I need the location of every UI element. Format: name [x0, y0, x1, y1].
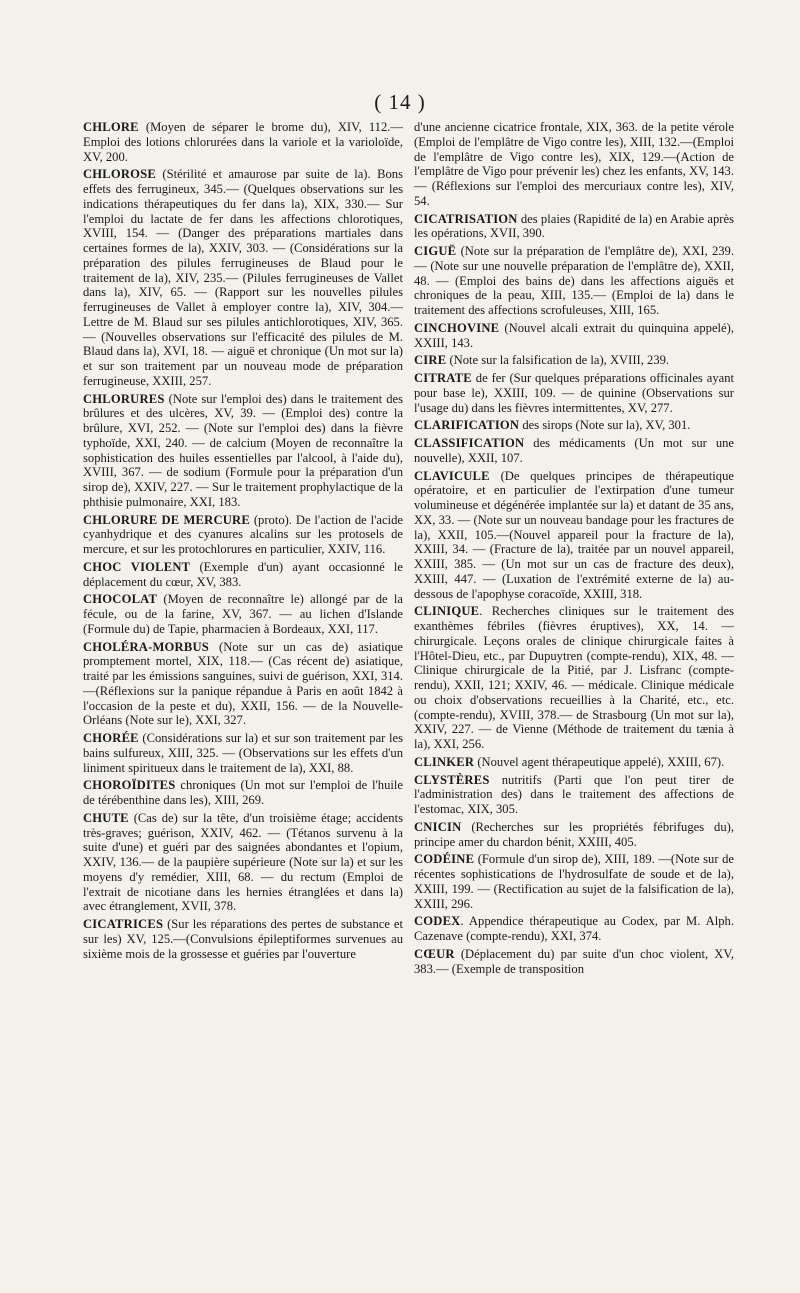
- entry-head: CHOC VIOLENT: [83, 559, 191, 574]
- entry-text: de fer (Sur quelques préparations officinales ayant pour base le), XXIII, 109. — de quinine (Observations sur l'usage du) dans les fièvres intermittentes, XV, 277.: [414, 371, 734, 415]
- entry-text: (Formule d'un sirop de), XIII, 189. —(Note sur de récentes sophistications de l'hydrosulfate de soude et de la), XXIII, 199. — (Rectification au sujet de la falsification de la), XXIII, 296.: [414, 852, 734, 911]
- entry-text: (Recherches sur les propriétés fébrifuges du), principe amer du chardon bénit, XXIII, 405.: [414, 819, 734, 849]
- index-entry: [414, 353, 734, 368]
- entry-text: (Considérations sur la) et sur son traitement par les bains sulfureux, XIII, 325. — (Observations sur les effets d'un liniment spiritueux dans le traitement de la), XXI, 88.: [83, 731, 403, 775]
- index-entry: [83, 811, 403, 914]
- entry-head: CHOROÏDITES: [83, 778, 176, 793]
- entry-text: (Stérilité et amaurose par suite de la). Bons effets des ferrugineux, 345.— (Quelques observations sur les indications thérapeutiques du fer dans la), XIX, 330.— Sur l'emploi du lactate de fer dans les affections chlorotiques, XVIII, 154. — (Danger des préparations martiales dans certaines formes de la), XXIV, 303. — (Considérations sur la préparation des pilules ferrugineuses de Blaud pour le traitement de la), XIV, 235.— (Pilules ferrugineuses de Vallet dans la), XIV, 65. — (Rapport sur les nouvelles pilules ferrugineuses de Vallet à employer contre la), XIV, 304.— Lettre de M. Blaud sur ses pilules antichlorotiques, XIV, 365. — (Nouvelles observations sur l'efficacité des pilules de M. Blaud dans la), XVI, 18. — aiguë et chronique (Un mot sur la) et sur son traitement par un nouveau mode de préparation ferrugineuse, XXIII, 257.: [83, 167, 403, 388]
- entry-head: CHLOROSE: [83, 167, 156, 182]
- entry-text: (proto). De l'action de l'acide cyanhydrique et des cyanures alcalins sur les protosels de mercure, et sur les protochlorures en particulier, XXIV, 116.: [83, 512, 403, 556]
- index-entry: [414, 436, 734, 466]
- index-entry: [414, 120, 734, 209]
- entry-head: CLINKER: [414, 754, 475, 769]
- index-entry: [83, 560, 403, 590]
- index-entry: [83, 120, 403, 164]
- entry-head: CHOLÉRA-MORBUS: [83, 639, 209, 654]
- entry-head: CLYSTÈRES: [414, 772, 490, 787]
- entry-text: (Nouvel alcali extrait du quinquina appelé), XXIII, 143.: [414, 320, 734, 350]
- entry-head: CLINIQUE: [414, 604, 480, 619]
- entry-head: CIRE: [414, 353, 447, 368]
- entry-text: (Note sur la préparation de l'emplâtre de), XXI, 239. — (Note sur une nouvelle préparation de l'emplâtre de), XXII, 48. — (Emploi des bains de) dans les affections aiguës et chroniques de la peau, XIII, 135.— (Emploi de la) dans le traitement des affections scrofuleuses, XIII, 165.: [414, 244, 734, 317]
- entry-head: CŒUR: [414, 946, 455, 961]
- index-entry: [414, 212, 734, 242]
- index-entry: [414, 604, 734, 752]
- entry-text: (Note sur la falsification de la), XVIII, 239.: [446, 353, 670, 368]
- entry-head: CHLORURES: [83, 391, 165, 406]
- index-entry: [414, 914, 734, 944]
- index-entry: [83, 640, 403, 729]
- right-column: [414, 120, 734, 979]
- entry-head: CICATRICES: [83, 917, 164, 931]
- entry-text: d'une ancienne cicatrice frontale, XIX, 363. de la petite vérole (Emploi de l'emplâtre de Vigo contre les), XIII, 132.—(Emploi de l'emplâtre de Vigo contre les), XIX, 129.—(Action de l'emplâtre de Vigo pour prévenir les) chez les enfants, XV, 143. — (Réflexions sur l'emploi des mercuriaux contre les), XIV, 54.: [414, 120, 734, 208]
- entry-head: CODEX: [414, 914, 461, 929]
- index-entry: [414, 321, 734, 351]
- entry-text: (Déplacement du) par suite d'un choc violent, XV, 383.— (Exemple de transposition: [414, 946, 734, 976]
- index-entry: [414, 852, 734, 911]
- index-entry: [83, 592, 403, 636]
- entry-head: CLARIFICATION: [414, 418, 520, 433]
- entry-text: des médicaments (Un mot sur une nouvelle), XXII, 107.: [414, 436, 734, 465]
- entry-head: CODÉINE: [414, 852, 475, 867]
- entry-text: nutritifs (Parti que l'on peut tirer de l'administration des) dans le traitement des affections de l'estomac, XIX, 305.: [414, 772, 734, 816]
- entry-text: (Moyen de reconnaître le) allongé par de la fécule, ou de la farine, XV, 367. — au lichen d'Islande (Formule du) de Tapie, pharmacien à Bordeaux, XXI, 117.: [83, 592, 403, 636]
- entry-text: (Sur les réparations des pertes de substance et sur les) XV, 125.—(Convulsions épileptiformes survenues au sixième mois de la grossesse et guéries par l'ouverture: [83, 917, 403, 961]
- index-entry: [83, 167, 403, 388]
- index-entry: [83, 731, 403, 775]
- index-entry: [83, 778, 403, 808]
- index-entry: [83, 917, 403, 961]
- entry-text: . Appendice thérapeutique au Codex, par M. Alph. Cazenave (compte-rendu), XXI, 374.: [414, 914, 734, 943]
- entry-text: (Note sur un cas de) asiatique promptement mortel, XIX, 118.— (Cas récent de) asiatique, traité par les émissions sanguines, suivi de guérison, XXI, 314. —(Réflexions sur la panique répandue à Paris en août 1842 à l'occasion de la peste et du), XXII, 156. — de la Nouvelle-Orléans (Note sur le), XXI, 327.: [83, 639, 403, 728]
- entry-head: CINCHOVINE: [414, 320, 500, 335]
- entry-head: CLAVICULE: [414, 468, 490, 483]
- index-entry: [414, 244, 734, 318]
- entry-head: CITRATE: [414, 371, 472, 385]
- entry-head: CNICIN: [414, 819, 462, 834]
- entry-head: CHLORE: [83, 120, 139, 134]
- entry-text: . Recherches cliniques sur le traitement des exanthèmes fébriles (fièvres éruptives), XX, 14. — chirurgicale. Leçons orales de clinique chirurgicale faites à l'Hôtel-Dieu, etc., par Dupuytren (compte-rendu), XIX, 48. — Clinique chirurgicale de la Pitié, par J. Lisfranc (compte-rendu), XXII, 121; XXIV, 46. — médicale. Clinique médicale ou choix d'observations recueillies à la Charité, etc., etc. (compte-rendu), XVIII, 378.— de Strasbourg (Un mot sur la), XXIV, 227. — de Vienne (Méthode de traitement du tænia à la), XXI, 256.: [414, 604, 734, 751]
- left-column: [83, 120, 403, 964]
- index-entry: [414, 371, 734, 415]
- entry-text: (Exemple d'un) ayant occasionné le déplacement du cœur, XV, 383.: [83, 559, 403, 589]
- index-entry: [83, 392, 403, 510]
- entry-text: des plaies (Rapidité de la) en Arabie après les opérations, XVII, 390.: [414, 211, 734, 241]
- entry-text: des sirops (Note sur la), XV, 301.: [519, 418, 691, 433]
- index-entry: [414, 418, 734, 433]
- entry-head: CIGUË: [414, 244, 457, 258]
- entry-text: (Cas de) sur la tête, d'un troisième étage; accidents très-graves; guérison, XXIV, 462. — (Tétanos survenu à la suite d'une) et guéri par des saignées abondantes et l'opium, XXIV, 136.— de la paupière supérieure (Note sur la) et sur les moyens d'y remédier, XIII, 68. — du rectum (Emploi de l'extrait de nicotiane dans les hernies étranglées et dans la) avec étranglement, XVII, 378.: [83, 810, 403, 914]
- page-number: ( 14 ): [374, 90, 426, 114]
- entry-text: chroniques (Un mot sur l'emploi de l'huile de térébenthine dans les), XIII, 269.: [83, 778, 403, 807]
- index-entry: [414, 820, 734, 850]
- index-entry: [83, 513, 403, 557]
- entry-head: CLASSIFICATION: [414, 436, 525, 450]
- entry-head: CHUTE: [83, 810, 129, 825]
- entry-head: CHORÉE: [83, 731, 139, 745]
- index-entry: [414, 773, 734, 817]
- index-entry: [414, 947, 734, 977]
- entry-text: (Nouvel agent thérapeutique appelé), XXIII, 67).: [474, 754, 725, 769]
- index-entry: [414, 469, 734, 602]
- entry-head: CICATRISATION: [414, 211, 518, 226]
- entry-text: (De quelques principes de thérapeutique opératoire, et en particulier de l'extirpation d'une tumeur volumineuse et dégénérée implantée sur la) et datant de 35 ans, XX, 33. — (Note sur un nouveau bandage pour les fractures de la), XXII, 105.—(Nouvel appareil pour la fracture de la), XXIII, 34. — (Fracture de la), traitée par un nouvel appareil, XXIII, 385. — (Un mot sur un cas de fracture des deux), XXIII, 447. — (Luxation de l'extrémité externe de la) au-dessous de l'apophyse coracoïde, XXIII, 318.: [414, 468, 734, 601]
- entry-head: CHLORURE DE MERCURE: [83, 512, 250, 527]
- entry-head: CHOCOLAT: [83, 592, 158, 607]
- entry-text: (Note sur l'emploi des) dans le traitement des brûlures et des ulcères, XV, 39. — (Emploi des) contre la brûlure, XVI, 252. — (Note sur l'emploi des) dans la fièvre typhoïde, XXI, 240. — de calcium (Moyen de reconnaître la sophistication des huiles essentielles par l'alcool, à l'aide du), XVIII, 367. — de sodium (Formule pour la préparation d'un sirop de), XXIV, 227. — Sur le traitement prophylactique de la phthisie pulmonaire, XXI, 183.: [83, 391, 403, 509]
- entry-text: (Moyen de séparer le brome du), XIV, 112.— Emploi des lotions chlorurées dans la variole et la varioloïde, XV, 200.: [83, 120, 403, 164]
- index-entry: [414, 755, 734, 770]
